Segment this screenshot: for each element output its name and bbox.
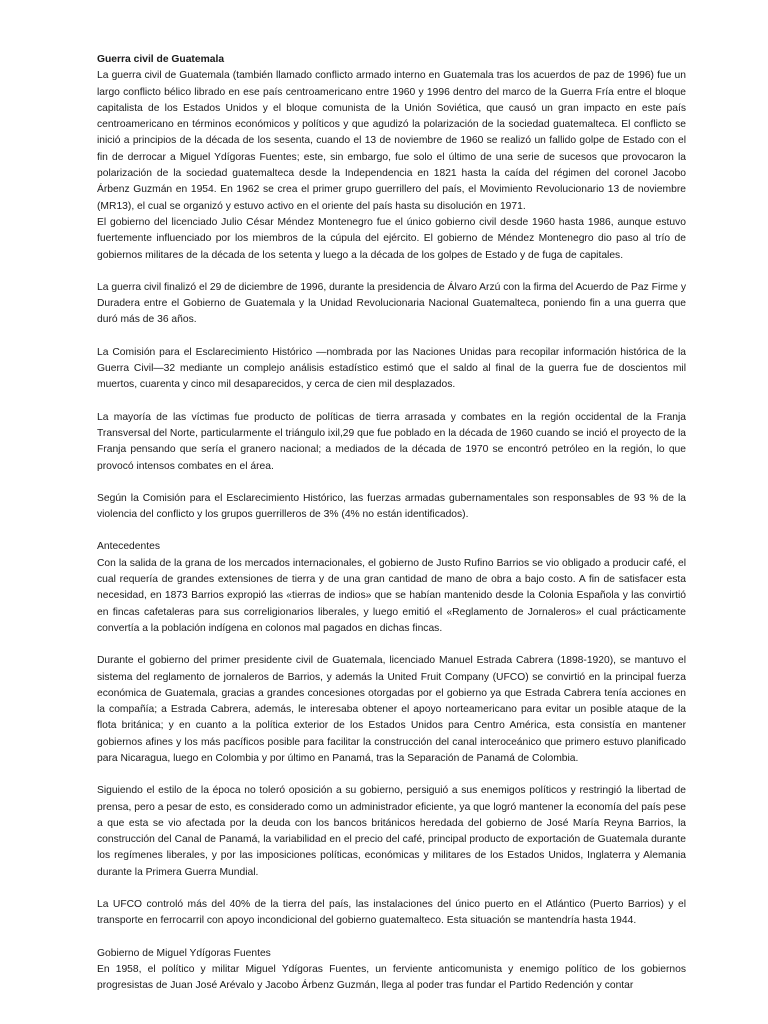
section-heading-antecedentes: Antecedentes <box>97 541 160 553</box>
paragraph-victims: La mayoría de las víctimas fue producto de políticas de tierra arrasada y combates en la región occidental de la Franja Transversal del Norte, particularmente el triángulo ixil,29 que fue poblado en la década de 1960 cuando se inció el proyecto de la Franja pensando que sería el granero nacional; a mediados de la década de 1970 se encontró petróleo en la región, lo que provocó intensos combates en el área. <box>97 411 686 472</box>
document-page <box>97 52 686 995</box>
antecedentes-paragraph-2: Durante el gobierno del primer presidente civil de Guatemala, licenciado Manuel Estrada Cabrera (1898-1920), se mantuvo el sistema del reglamento de jornaleros de Barrios, y además la United Fruit Company (UFCO) se convirtió en la principal fuerza económica de Guatemala, gracias a grandes concesiones otorgadas por el gobierno ya que Estrada Cabrera tenía acciones en la compañía; a Estrada Cabrera, además, le interesaba obtener el apoyo norteamericano para evitar un posible ataque de la flota británica; y en cuanto a la política exterior de los Estados Unidos para Centro América, esta consistía en mantener gobiernos afines y los más pacíficos posible para facilitar la construcción del canal interoceánico que primero estuvo planificado para Nicaragua, luego en Colombia y por último en Panamá, tras la Separación de Panamá de Colombia. <box>97 655 686 764</box>
antecedentes-paragraph-1: Con la salida de la grana de los mercados internacionales, el gobierno de Justo Rufino Barrios se vio obligado a producir café, el cual requería de grandes extensiones de tierra y de una gran cantidad de mano de obra a bajo costo. A fin de satisfacer esta necesidad, en 1873 Barrios expropió las «tierras de indios» que se habían mantenido desde la Colonia Española y las convirtió en fincas cafetaleras para sus correligionarios liberales, y luego emitió el «Reglamento de Jornaleros» el cual prácticamente convertía a la población indígena en colonos mal pagados en dichas fincas. <box>97 557 686 634</box>
document-title: Guerra civil de Guatemala <box>97 54 225 65</box>
intro-paragraph-2: El gobierno del licenciado Julio César Méndez Montenegro fue el único gobierno civil desde 1960 hasta 1986, aunque estuvo fuertemente influenciado por los miembros de la cúpula del ejército. El gobierno de Méndez Montenegro dio paso al trío de gobiernos militares de la década de los setenta y luego a la década de los golpes de Estado y de fuga de capitales. <box>97 216 686 261</box>
paragraph-commission: La Comisión para el Esclarecimiento Histórico —nombrada por las Naciones Unidas para recopilar información histórica de la Guerra Civil—32 mediante un complejo análisis estadístico estimó que el saldo al final de la guerra fue de doscientos mil muertos, cuarenta y cinco mil desaparecidos, y cerca de cien mil desplazados. <box>97 346 686 391</box>
intro-paragraph-1: La guerra civil de Guatemala (también llamado conflicto armado interno en Guatemala tras los acuerdos de paz de 1996) fue un largo conflicto bélico librado en ese país centroamericano entre 1960 y 1996 dentro del marco de la Guerra Fría entre el bloque capitalista de los Estados Unidos y el bloque comunista de la Unión Soviética, que causó un gran impacto en este país centroamericano en términos económicos y políticos y que agudizó la polarización de la sociedad guatemalteca. El conflicto se inició a principios de la década de los sesenta, cuando el 13 de noviembre de 1960 se realizó un fallido golpe de Estado con el fin de derrocar a Miguel Ydígoras Fuentes; este, sin embargo, fue solo el último de una serie de sucesos que provocaron la polarización de la sociedad guatemalteca desde la Independencia en 1821 hasta la caída del régimen del coronel Jacobo Árbenz Guzmán en 1954. En 1962 se crea el primer grupo guerrillero del país, el Movimiento Revolucionario 13 de noviembre (MR13), el cual se organizó y estuvo activo en el oriente del país hasta su disolución en 1971. <box>97 70 686 212</box>
paragraph-peace-agreement: La guerra civil finalizó el 29 de diciembre de 1996, durante la presidencia de Álvaro Arzú con la firma del Acuerdo de Paz Firme y Duradera entre el Gobierno de Guatemala y la Unidad Revolucionaria Nacional Guatemalteca, poniendo fin a una guerra que duró más de 36 años. <box>97 281 686 326</box>
section-heading-ydigoras: Gobierno de Miguel Ydígoras Fuentes <box>97 947 271 959</box>
antecedentes-paragraph-3: Siguiendo el estilo de la época no toleró oposición a su gobierno, persiguió a sus enemigos políticos y restringió la libertad de prensa, pero a pesar de esto, es considerado como un administrador eficiente, ya que logró mantener la economía del país pese a que esta se vio afectada por la deuda con los bancos británicos heredada del gobierno de José María Reyna Barrios, la construcción del Canal de Panamá, la variabilidad en el precio del café, principal producto de exportación de Guatemala durante los regímenes liberales, y por las imposiciones políticas, económicas y militares de los Estados Unidos, Inglaterra y Alemania durante la Primera Guerra Mundial. <box>97 785 686 878</box>
ydigoras-paragraph-1: En 1958, el político y militar Miguel Ydígoras Fuentes, un ferviente anticomunista y enemigo político de los gobiernos progresistas de Juan José Arévalo y Jacobo Árbenz Guzmán, llega al poder tras fundar el Partido Redención y contar <box>97 963 686 992</box>
antecedentes-paragraph-4: La UFCO controló más del 40% de la tierra del país, las instalaciones del único puerto en el Atlántico (Puerto Barrios) y el transporte en ferrocarril con apoyo incondicional del gobierno guatemalteco. Esta situación se mantendría hasta 1944. <box>97 899 686 927</box>
paragraph-responsibility: Según la Comisión para el Esclarecimiento Histórico, las fuerzas armadas gubernamentales son responsables de 93 % de la violencia del conflicto y los grupos guerrilleros de 3% (4% no están identificados). <box>97 492 686 521</box>
